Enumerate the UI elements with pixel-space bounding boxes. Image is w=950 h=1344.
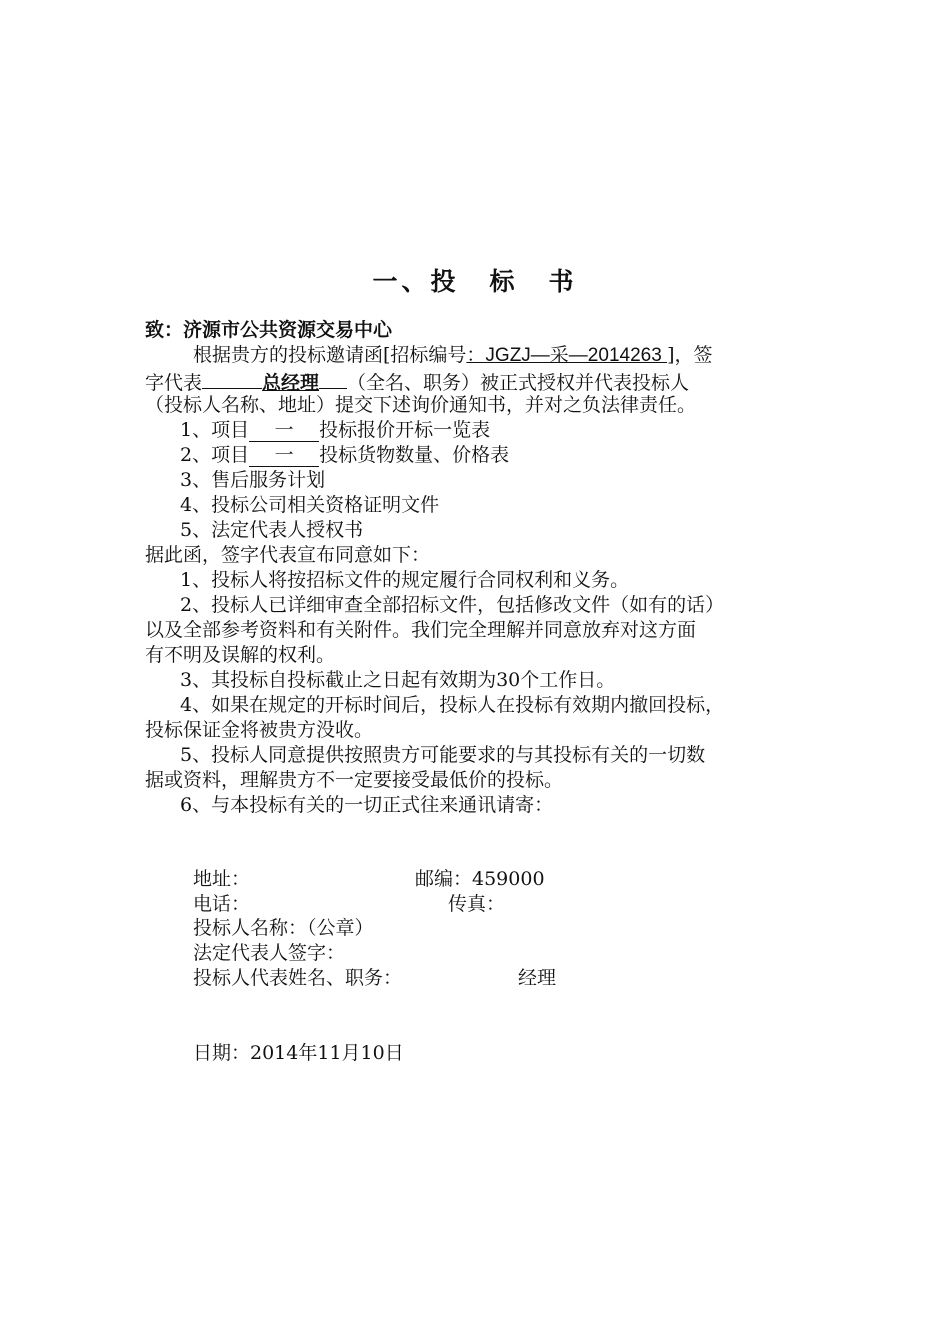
- legal-representative-signature: 法定代表人签字：: [193, 942, 346, 964]
- item-2: [180, 443, 509, 467]
- postcode: 邮编：459000: [415, 868, 545, 890]
- title-part-1: 一、投: [372, 267, 460, 296]
- phone-label: 电话：: [193, 893, 251, 915]
- clause-2-line-3: 有不明及误解的权利。: [145, 644, 336, 666]
- intro-rep-prefix: 字代表: [145, 372, 203, 394]
- addressee: 致：济源市公共资源交易中心: [145, 319, 393, 341]
- rep-blank-2: [319, 368, 347, 389]
- date: 日期：2014年11月10日: [193, 1042, 404, 1064]
- item-2-text: 投标货物数量、价格表: [319, 444, 510, 466]
- clause-4-line-2: 投标保证金将被贵方没收。: [145, 719, 374, 741]
- item-1-text: 投标报价开标一览表: [319, 419, 491, 441]
- title-part-3: 书: [548, 267, 578, 296]
- item-4: 4、投标公司相关资格证明文件: [180, 494, 440, 516]
- intro-line-2: [145, 368, 689, 395]
- title-part-2: 标: [489, 267, 519, 296]
- clause-5-line-1: 5、投标人同意提供按照贵方可能要求的与其投标有关的一切数: [180, 744, 706, 766]
- item-2-prefix: 2、项目: [180, 444, 250, 466]
- bid-number: ：JGZJ—采—2014263: [466, 345, 668, 366]
- document-title: [0, 262, 950, 298]
- item-3: 3、售后服务计划: [180, 469, 326, 491]
- item-1-fill: 一: [249, 419, 319, 442]
- rep-blank: [202, 368, 262, 389]
- bidder-name: 投标人名称：（公章）: [193, 917, 374, 939]
- representative-title: 经理: [518, 967, 557, 989]
- intro-text: 根据贵方的投标邀请函[招标编号: [193, 344, 467, 366]
- fax-label: 传真：: [448, 893, 506, 915]
- intro-line-3: （投标人名称、地址）提交下述询价通知书，并对之负法律责任。: [145, 394, 697, 416]
- item-5: 5、法定代表人授权书: [180, 519, 364, 541]
- clause-2-line-2: 以及全部参考资料和有关附件。我们完全理解并同意放弃对这方面: [145, 619, 697, 641]
- intro-line-1: [193, 343, 712, 368]
- item-1-prefix: 1、项目: [180, 419, 250, 441]
- clause-3: 3、其投标自投标截止之日起有效期为30个工作日。: [180, 669, 616, 691]
- address-label: 地址：: [193, 868, 251, 890]
- item-1: [180, 418, 490, 442]
- clause-5-line-2: 据或资料，理解贵方不一定要接受最低价的投标。: [145, 769, 564, 791]
- item-2-fill: 一: [249, 444, 319, 467]
- rep-position: 总经理: [262, 372, 320, 394]
- clause-2-line-1: 2、投标人已详细审查全部招标文件，包括修改文件（如有的话）: [180, 594, 725, 616]
- clause-4-line-1: 4、如果在规定的开标时间后，投标人在投标有效期内撤回投标，: [180, 694, 725, 716]
- declaration: 据此函，签字代表宣布同意如下：: [145, 544, 431, 566]
- clause-1: 1、投标人将按招标文件的规定履行合同权利和义务。: [180, 569, 630, 591]
- intro-rep-suffix: （全名、职务）被正式授权并代表投标人: [347, 372, 690, 394]
- intro-text-end: ]，签: [667, 344, 713, 366]
- representative-name-label: 投标人代表姓名、职务：: [193, 967, 403, 989]
- clause-6: 6、与本投标有关的一切正式往来通讯请寄：: [180, 794, 554, 816]
